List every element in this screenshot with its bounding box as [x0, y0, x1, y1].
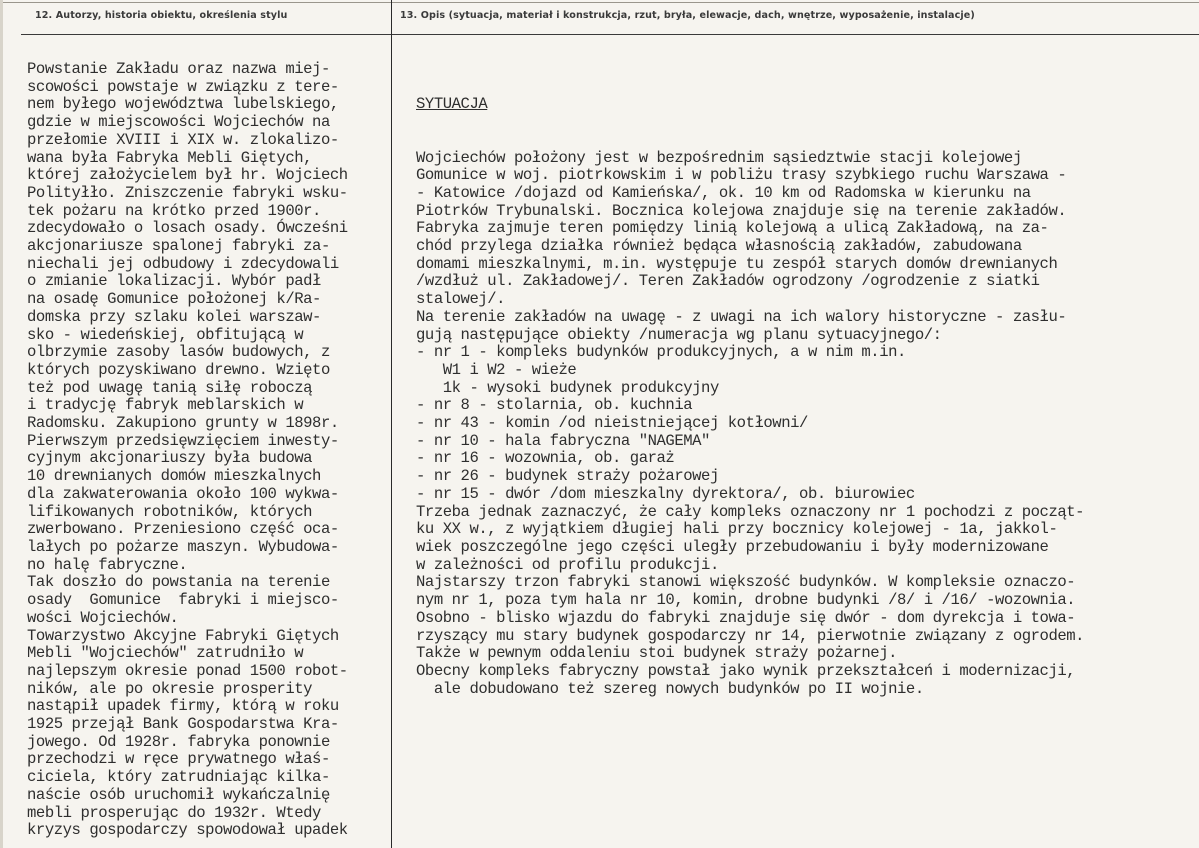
top-border	[3, 2, 1199, 3]
text-line: sko - wiedeńskiej, obfitującą w	[27, 325, 304, 344]
text-line: Tak doszło do powstania na terenie	[27, 573, 330, 592]
text-line: Obecny kompleks fabryczny powstał jako wynik przekształceń i modernizacji,	[416, 661, 1076, 680]
history-text-column	[27, 61, 348, 840]
text-line: wiek poszczególne jego części uległy przebudowaniu i były modernizowane	[416, 537, 1049, 556]
text-line: przechodzi w ręce prywatnego właś-	[27, 750, 330, 769]
text-line: Powstanie Zakładu oraz nazwa miej-	[27, 60, 330, 78]
description-text-column	[416, 61, 1084, 698]
text-line: osady Gomunice fabryki i miejsco-	[27, 591, 339, 610]
text-line: gują następujące obiekty /numeracja wg planu sytuacyjnego/:	[416, 325, 942, 344]
text-line: wana była Fabryka Mebli Giętych,	[27, 148, 313, 167]
text-line: scowości powstaje w związku z tere-	[27, 77, 339, 96]
text-line: tek pożaru na krótko przed 1900r.	[27, 201, 321, 220]
section-title-sytuacja: SYTUACJA	[416, 95, 488, 114]
text-line: też pod uwagę tanią siłę roboczą	[27, 378, 313, 397]
text-line: Polityłło. Zniszczenie fabryki wsku-	[27, 183, 348, 202]
text-line: 1925 przejął Bank Gospodarstwa Kra-	[27, 715, 339, 734]
text-line: lifikowanych robotników, których	[27, 502, 313, 521]
text-line: akcjonariusze spalonej fabryki za-	[27, 237, 330, 256]
text-line: - nr 16 - wozownia, ob. garaż	[416, 449, 675, 468]
text-line: Piotrków Trybunalski. Bocznica kolejowa znajduje się na terenie zakładów.	[416, 201, 1067, 220]
text-line: zdecydowało o losach osady. Ówcześni	[27, 219, 348, 238]
text-line: Wojciechów położony jest w bezpośrednim sąsiedztwie stacji kolejowej	[416, 148, 1022, 167]
text-line: przełomie XVIII i XIX w. zlokalizo-	[27, 130, 339, 149]
text-line: Mebli "Wojciechów" zatrudniło w	[27, 644, 304, 663]
text-line: cyjnym akcjonariuszy była budowa	[27, 449, 313, 468]
text-line: - nr 10 - hala fabryczna "NAGEMA"	[416, 431, 710, 450]
text-line: - nr 8 - stolarnia, ob. kuchnia	[416, 396, 693, 415]
text-line: stalowej/.	[416, 290, 506, 309]
text-line: Radomsku. Zakupiono grunty w 1898r.	[27, 414, 339, 433]
text-line: wości Wojciechów.	[27, 608, 179, 627]
text-line: ników, ale po okresie prosperity	[27, 679, 313, 698]
text-line: jowego. Od 1928r. fabryka ponownie	[27, 732, 330, 751]
text-line: - nr 15 - dwór /dom mieszkalny dyrektora/, ob. biurowiec	[416, 484, 915, 503]
text-line: naście osób uruchomił wykańczalnię	[27, 785, 330, 804]
text-line: nym nr 1, poza tym hala nr 10, komin, drobne budynki /8/ i /16/ -wozownia.	[416, 591, 1076, 610]
text-line: kryzys gospodarczy spowodował upadek	[27, 821, 348, 840]
text-line: nem byłego województwa lubelskiego,	[27, 95, 339, 114]
text-line: - nr 26 - budynek straży pożarowej	[416, 467, 719, 486]
text-line: Najstarszy trzon fabryki stanowi większość budynków. W kompleksie oznaczo-	[416, 573, 1076, 592]
text-line: - nr 1 - kompleks budynków produkcyjnych, a w nim m.in.	[416, 343, 906, 362]
text-line: - nr 43 - komin /od nieistniejącej kotłowni/	[416, 414, 808, 433]
text-line: domska przy szlaku kolei warszaw-	[27, 307, 321, 326]
text-line: i tradycję fabryk meblarskich w	[27, 396, 304, 415]
text-line: w zależności od profilu produkcji.	[416, 555, 719, 574]
text-line: olbrzymie zasoby lasów budowych, z	[27, 343, 330, 362]
text-line: nastąpił upadek firmy, którą w roku	[27, 697, 339, 716]
text-line: W1 i W2 - wieże	[416, 360, 577, 379]
text-line: 10 drewnianych domów mieszkalnych	[27, 467, 321, 486]
text-line: mebli prosperując do 1932r. Wtedy	[27, 803, 321, 822]
text-line: Trzeba jednak zaznaczyć, że cały kompleks oznaczony nr 1 pochodzi z począt-	[416, 502, 1085, 521]
text-line: Pierwszym przedsięwzięciem inwesty-	[27, 431, 339, 450]
text-line: chód przylega działka również będąca własnością zakładów, zabudowana	[416, 237, 1022, 256]
text-line: Towarzystwo Akcyjne Fabryki Giętych	[27, 626, 339, 645]
text-line: rzyszący mu stary budynek gospodarczy nr 14, pierwotnie związany z ogrodem.	[416, 626, 1085, 645]
text-line: zwerbowano. Przeniesiono część oca-	[27, 520, 339, 539]
text-line: Osobno - blisko wjazdu do fabryki znajduje się dwór - dom dyrekcja i towa-	[416, 608, 1076, 627]
text-line: /wzdłuż ul. Zakładowej/. Teren Zakładów ogrodzony /ogrodzenie z siatki	[416, 272, 1040, 291]
text-line: niechali jej odbudowy i zdecydowali	[27, 254, 339, 273]
text-line: 1k - wysoki budynek produkcyjny	[416, 378, 719, 397]
text-line: ku XX w., z wyjątkiem długiej hali przy bocznicy kolejowej - 1a, jakkol-	[416, 520, 1058, 539]
text-line: ale dobudowano też szereg nowych budynków po II wojnie.	[416, 679, 924, 698]
text-line: ciciela, który zatrudniając kilka-	[27, 768, 330, 787]
text-line: Na terenie zakładów na uwagę - z uwagi na ich walory historyczne - zasłu-	[416, 307, 1067, 326]
text-line: Gomunice w woj. piotrkowskim i w pobliżu trasy szybkiego ruchu Warszawa -	[416, 166, 1067, 185]
text-line: Także w pewnym oddaleniu stoi budynek straży pożarnej.	[416, 644, 898, 663]
text-line: na osadę Gomunice położonej k/Ra-	[27, 290, 321, 309]
text-line: no halę fabryczne.	[27, 555, 188, 574]
section-13-header: 13. Opis (sytuacja, materiał i konstrukcja, rzut, bryła, elewacje, dach, wnętrze, wyposażenie, instalacje)	[400, 10, 975, 21]
text-line: dla zakwaterowania około 100 wykwa-	[27, 484, 339, 503]
column-divider	[391, 0, 392, 848]
text-line: której założycielem był hr. Wojciech	[27, 166, 348, 185]
text-line: których pozyskiwano drewno. Wzięto	[27, 360, 330, 379]
text-line: gdzie w miejscowości Wojciechów na	[27, 113, 330, 132]
text-line: lałych po pożarze maszyn. Wybudowa-	[27, 537, 339, 556]
header-divider	[21, 34, 1199, 35]
text-line: Fabryka zajmuje teren pomiędzy linią kolejową a ulicą Zakładową, na za-	[416, 219, 1049, 238]
text-line: - Katowice /dojazd od Kamieńska/, ok. 10 km od Radomska w kierunku na	[416, 183, 1031, 202]
section-12-header: 12. Autorzy, historia obiektu, określenia stylu	[35, 10, 288, 21]
text-line: o zmianie lokalizacji. Wybór padł	[27, 272, 321, 291]
text-line: najlepszym okresie ponad 1500 robot-	[27, 661, 348, 680]
text-line: domami mieszkalnymi, m.in. występuje tu zespół starych domów drewnianych	[416, 254, 1058, 273]
